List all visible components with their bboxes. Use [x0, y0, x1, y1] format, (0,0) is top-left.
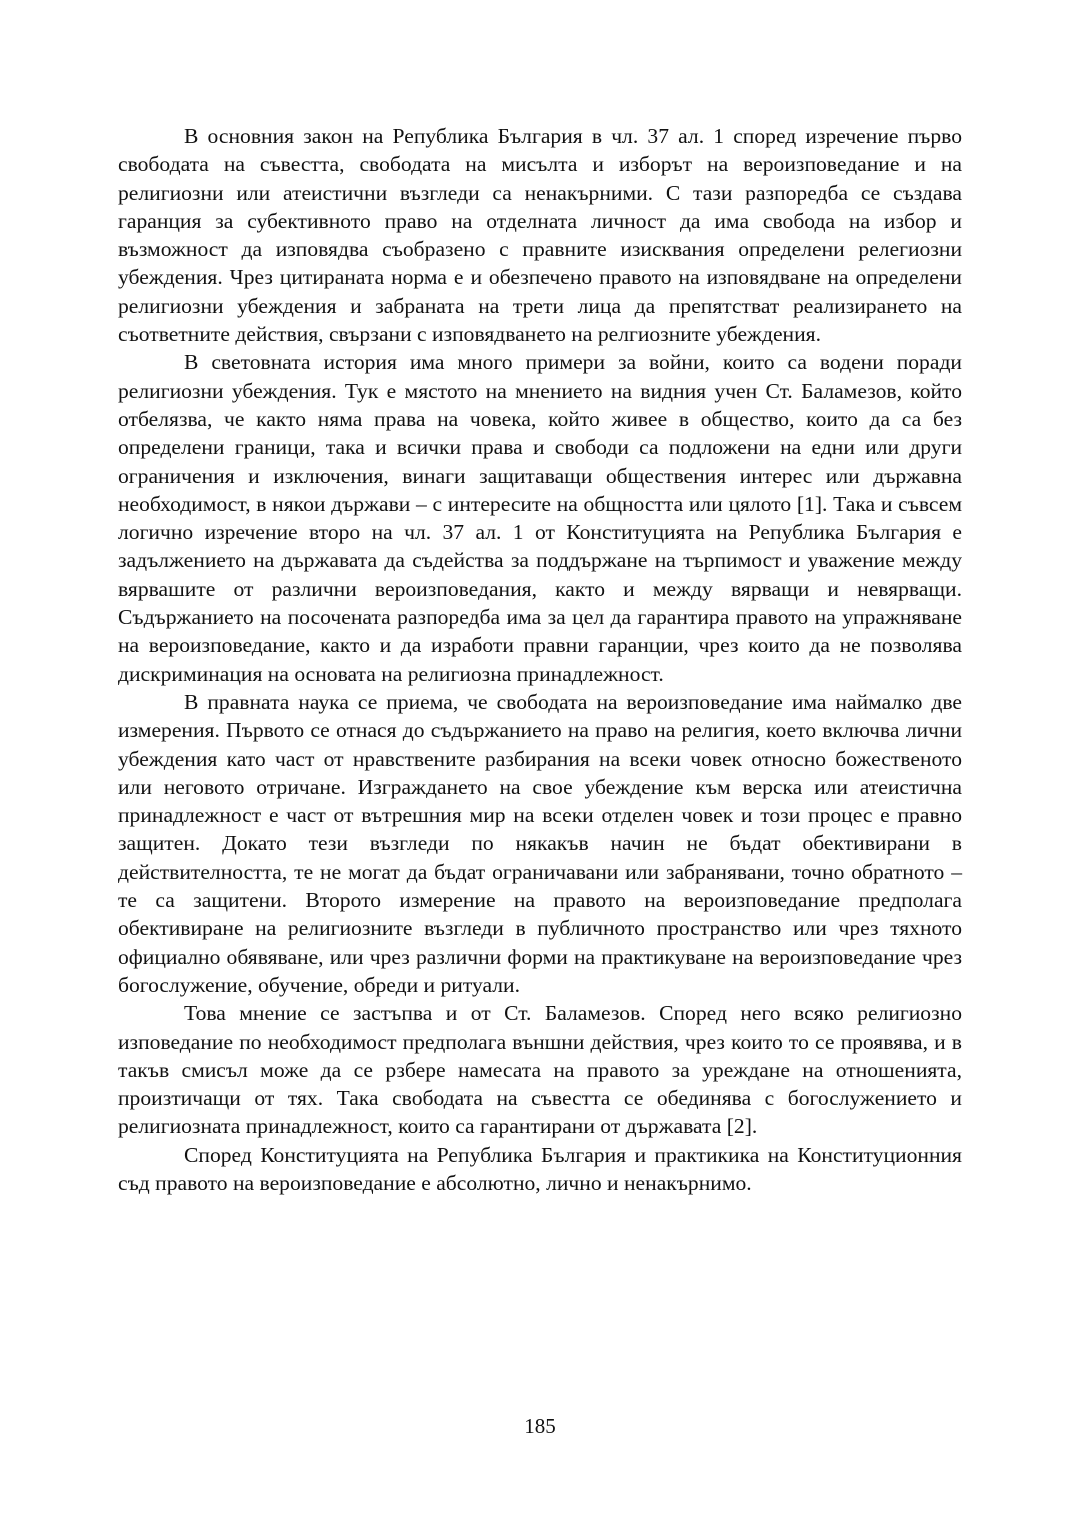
page-number: 185 — [524, 1414, 556, 1438]
paragraph-4: Това мнение се застъпва и от Ст. Баламезов. Според него всяко религиозно изповедание по необходимост предполага външни действия, чрез които то се проявява, и в такъв смисъл може да се рзбере намесата на правото за уреждане на отношенията, произтичащи от тях. Така свободата на съвестта се обединява с богослужението и религиозната принадлежност, които са гарантирани от държавата [2]. — [118, 1001, 962, 1139]
paragraph-2: В световната история има много примери за войни, които са водени поради религиозни убеждения. Тук е мястото на мнението на видния учен Ст. Баламезов, който отбелязва, че както няма права на човека, който живее в общество, които да са без определени граници, така и всички права и свободи са подложени на едни или други ограничения и изключения, винаги защитаващи обществения интерес или държавна необходимост, в някои държави – с интересите на общността или цялото [1]. Така и съвсем логично изречение второ на чл. 37 ал. 1 от Конституцията на Република България е задължението на държавата да съдейства за поддържане на търпимост и уважение между вярвашите от различни вероизповедания, както и между вярващи и невярващи. Съдържанието на посочената разпоредба има за цел да гарантира правото на упражняване на вероизповедание, както и да изработи правни гаранции, чрез които да не позволява дискриминация на основата на религиозна принадлежност. — [118, 350, 962, 686]
paragraph-1: В основния закон на Република България в чл. 37 ал. 1 според изречение първо свободата на съвестта, свободата на мисълта и изборът на вероизповедание и на религиозни или атеистични възгледи са ненакърними. С тази разпоредба се създава гаранция за субективното право на отделната личност да има свобода на избор и възможност да изповядва съобразено с правните изисквания определени релегиозни убеждения. Чрез цитираната норма е и обезпечено правото на изповядване на определени религиозни убеждения и забраната на трети лица да препятстват реализирането на съответните действия, свързани с изповядването на релгиозните убеждения. — [118, 124, 962, 347]
body-text — [118, 122, 962, 1197]
paragraph-5: Според Конституцията на Република България и практикика на Конституционния съд правото на вероизповедание е абсолютно, лично и ненакърнимо. — [118, 1142, 962, 1195]
paragraph-3: В правната наука се приема, че свободата на вероизповедание има наймалко две измерения. Първото се отнася до съдържанието на право на религия, което включва лични убеждения като част от нравствените разбирания на всеки човек относно божественото или неговото отричане. Изграждането на свое убеждение към верска или атеистична принадлежност е част от вътрешния мир на всеки отделен човек и този процес е правно защитен. Докато тези възгледи по някакъв начин не бъдат обективирани в действителността, те не могат да бъдат ограничавани или забранявани, точно обратното – те са защитени. Второто измерение на правото на вероизповедание предполага обективиране на религиозните възгледи в публичното пространство или чрез тяхното официално обявяване, или чрез различни форми на практикуване на вероизповедание чрез богослужение, обучение, обреди и ритуали. — [118, 689, 962, 997]
